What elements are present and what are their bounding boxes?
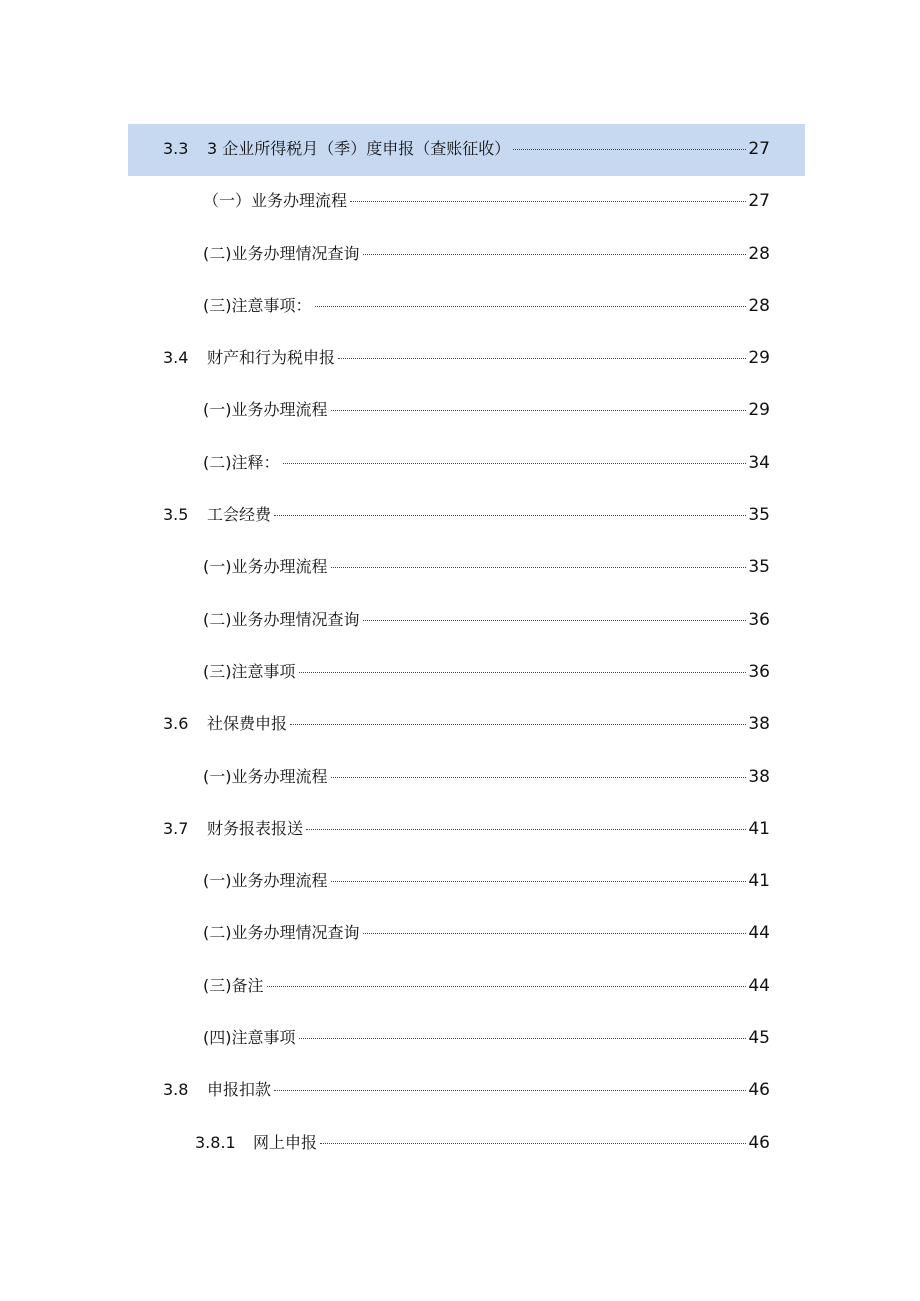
toc-entry-title: 工会经费: [207, 505, 272, 525]
toc-entry-title: (三)注意事项: [203, 661, 296, 681]
toc-entry-title: (四)注意事项: [203, 1028, 296, 1048]
toc-entry-title: (三)注意事项：: [203, 295, 312, 315]
toc-entry-title: (一)业务办理流程: [203, 557, 328, 577]
toc-entry-number: 3.5: [163, 505, 189, 525]
toc-entry-title: 3 企业所得税月（季）度申报（查账征收）: [207, 139, 511, 158]
toc-entry[interactable]: [128, 856, 805, 908]
toc-entry-page-number: 27: [748, 191, 770, 212]
toc-entry[interactable]: [128, 1065, 805, 1117]
toc-entry-page-number: 27: [748, 139, 770, 159]
toc-entry-title: (一)业务办理流程: [203, 400, 328, 420]
toc-entry-title: (二)业务办理情况查询: [203, 923, 360, 943]
toc-entry-page-number: 36: [748, 661, 770, 682]
toc-entry-title: (一)业务办理流程: [203, 766, 328, 786]
toc-entry[interactable]: [128, 438, 805, 490]
toc-entry-title: 财产和行为税申报: [207, 348, 336, 368]
toc-entry-title: (二)业务办理情况查询: [203, 243, 360, 263]
toc-entry-page-number: 46: [748, 1080, 770, 1101]
toc-entry-page-number: 41: [748, 818, 770, 839]
toc-entry-title: 网上申报: [253, 1132, 318, 1152]
dot-leader: [320, 1143, 746, 1144]
toc-entry-number: 3.7: [163, 818, 189, 838]
toc-entry[interactable]: [128, 1013, 805, 1065]
toc-entry-page-number: 34: [748, 452, 770, 473]
toc-entry[interactable]: [128, 542, 805, 594]
toc-entry-page-number: 35: [748, 557, 770, 578]
toc-entry-title: （一）业务办理流程: [203, 191, 348, 211]
toc-entry-title: (二)业务办理情况查询: [203, 609, 360, 629]
dot-leader: [315, 306, 747, 307]
toc-entry-page-number: 36: [748, 609, 770, 630]
toc-entry-page-number: 44: [748, 975, 770, 996]
dot-leader: [363, 933, 747, 934]
toc-entry-title: (三)备注: [203, 975, 264, 995]
toc-entry-page-number: 38: [748, 766, 770, 787]
toc-entry-page-number: 28: [748, 295, 770, 316]
dot-leader: [331, 777, 747, 778]
toc-entry-page-number: 29: [748, 348, 770, 369]
dot-leader: [363, 254, 747, 255]
toc-entry[interactable]: [128, 752, 805, 804]
dot-leader: [290, 724, 746, 725]
dot-leader: [267, 986, 747, 987]
toc-entry[interactable]: [128, 595, 805, 647]
toc-entry-page-number: 45: [748, 1028, 770, 1049]
toc-entry-title: (一)业务办理流程: [203, 871, 328, 891]
dot-leader: [299, 672, 747, 673]
dot-leader: [306, 829, 746, 830]
toc-entry[interactable]: [128, 490, 805, 542]
toc-entry-page-number: 41: [748, 871, 770, 892]
dot-leader: [331, 567, 747, 568]
toc-entry-page-number: 44: [748, 923, 770, 944]
toc-entry[interactable]: [128, 124, 805, 176]
toc-entry[interactable]: [128, 908, 805, 960]
toc-entry-number: 3.8: [163, 1080, 189, 1100]
toc-entry[interactable]: [128, 699, 805, 751]
toc-entry[interactable]: [128, 385, 805, 437]
toc-entry-number: 3.6: [163, 714, 189, 734]
dot-leader: [283, 463, 747, 464]
toc-entry-number: 3.8.1: [195, 1132, 236, 1152]
dot-leader: [338, 358, 746, 359]
dot-leader: [299, 1038, 747, 1039]
toc-entry-page-number: 38: [748, 714, 770, 735]
toc-entry[interactable]: [128, 804, 805, 856]
dot-leader: [363, 620, 747, 621]
toc-entry[interactable]: [128, 281, 805, 333]
toc-entry-page-number: 35: [748, 505, 770, 526]
toc-entry-page-number: 46: [748, 1132, 770, 1153]
dot-leader: [513, 149, 746, 150]
dot-leader: [274, 1090, 746, 1091]
toc-entry-number: 3.3: [163, 139, 189, 158]
toc-entry-title: 申报扣款: [207, 1080, 272, 1100]
toc-entry[interactable]: [128, 1118, 805, 1170]
dot-leader: [331, 410, 747, 411]
toc-entry[interactable]: [128, 647, 805, 699]
toc-entry-title: 社保费申报: [207, 714, 288, 734]
table-of-contents: [128, 124, 805, 1170]
toc-entry-title: 财务报表报送: [207, 818, 304, 838]
toc-entry[interactable]: [128, 176, 805, 228]
toc-entry-page-number: 28: [748, 243, 770, 264]
dot-leader: [274, 515, 746, 516]
toc-entry-title: (二)注释：: [203, 452, 280, 472]
dot-leader: [331, 881, 747, 882]
toc-entry[interactable]: [128, 229, 805, 281]
toc-entry-number: 3.4: [163, 348, 189, 368]
toc-entry[interactable]: [128, 961, 805, 1013]
toc-entry-page-number: 29: [748, 400, 770, 421]
toc-entry[interactable]: [128, 333, 805, 385]
dot-leader: [350, 201, 746, 202]
